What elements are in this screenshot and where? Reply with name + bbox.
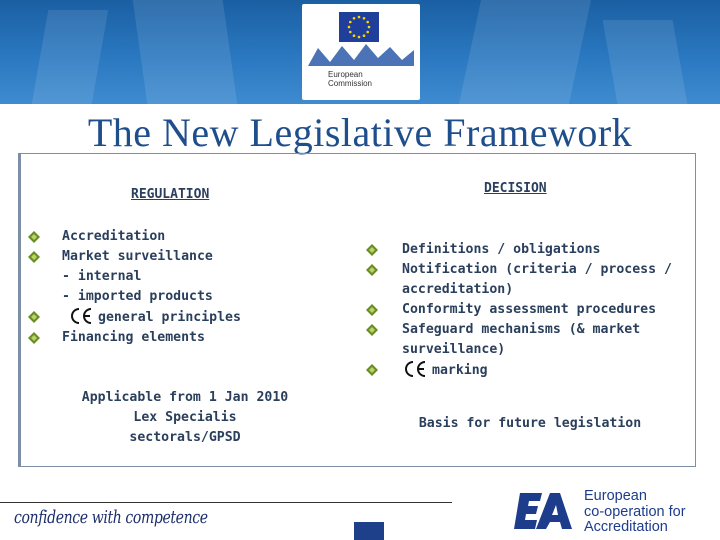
page-title: The New Legislative Framework	[87, 110, 633, 155]
ea-name-line: co-operation for	[584, 503, 686, 520]
diamond-bullet-icon	[28, 251, 40, 263]
list-item-text: general principles	[98, 310, 241, 325]
diamond-bullet-icon	[366, 264, 378, 276]
regulation-heading: REGULATION	[131, 187, 210, 202]
diamond-bullet-icon	[28, 311, 40, 323]
list-item	[28, 328, 328, 348]
list-item-text: - internal	[62, 269, 142, 284]
regulation-list	[28, 227, 328, 348]
list-item-text: - imported products	[62, 289, 213, 304]
ea-logo-icon	[514, 489, 574, 533]
regulation-note	[60, 388, 310, 448]
list-item	[366, 300, 696, 320]
list-item	[28, 287, 328, 307]
ce-mark-icon	[402, 360, 428, 378]
list-item-text: Financing elements	[62, 330, 205, 345]
diamond-bullet-icon	[366, 324, 378, 336]
header-building-shape	[603, 20, 688, 104]
list-item	[366, 240, 696, 260]
diamond-bullet-icon	[366, 244, 378, 256]
list-item	[366, 360, 696, 381]
regulation-note-line: Lex Specialis	[133, 410, 237, 425]
header-building-shape	[459, 0, 591, 104]
commission-building-graphic	[308, 44, 414, 66]
diamond-bullet-icon	[366, 364, 378, 376]
diamond-bullet-icon	[366, 304, 378, 316]
header-building-shape	[133, 0, 238, 104]
footer-tab	[354, 522, 384, 540]
ea-name-line: Accreditation	[584, 519, 668, 535]
logo-line-commission: Commission	[328, 79, 373, 88]
list-item-text: Notification (criteria / process /	[402, 262, 672, 277]
ea-name-line: European	[584, 488, 647, 504]
list-item	[366, 280, 696, 300]
eu-flag-icon	[339, 12, 379, 42]
logo-text	[328, 70, 372, 88]
list-item-text: Definitions / obligations	[402, 242, 601, 257]
list-item	[366, 260, 696, 280]
list-item-text: accreditation)	[402, 282, 514, 297]
diamond-bullet-icon	[28, 231, 40, 243]
footer-motto: confidence with competence	[14, 507, 208, 528]
list-item	[28, 247, 328, 267]
list-item-text: marking	[432, 363, 488, 378]
decision-heading: DECISION	[484, 181, 547, 196]
decision-list	[366, 240, 696, 381]
list-item	[366, 320, 696, 340]
list-item-text: surveillance)	[402, 342, 506, 357]
list-item	[28, 267, 328, 287]
header-band	[0, 0, 720, 104]
logo-line-european: European	[328, 70, 363, 79]
decision-note: Basis for future legislation	[418, 416, 642, 431]
list-item-text: Conformity assessment procedures	[402, 302, 657, 317]
diamond-bullet-icon	[28, 332, 40, 344]
ce-mark-icon	[68, 307, 94, 325]
ea-name	[584, 489, 686, 536]
list-item-text: Safeguard mechanisms (& market	[402, 322, 641, 337]
list-item	[366, 340, 696, 360]
footer-rule	[0, 502, 452, 503]
list-item-text: Accreditation	[62, 229, 166, 244]
regulation-note-line: Applicable from 1 Jan 2010	[81, 390, 289, 405]
list-item-text: Market surveillance	[62, 249, 213, 264]
european-commission-logo	[302, 4, 420, 100]
list-item	[28, 307, 328, 328]
list-item	[28, 227, 328, 247]
regulation-note-line: sectorals/GPSD	[129, 430, 241, 445]
header-building-shape	[32, 10, 109, 104]
